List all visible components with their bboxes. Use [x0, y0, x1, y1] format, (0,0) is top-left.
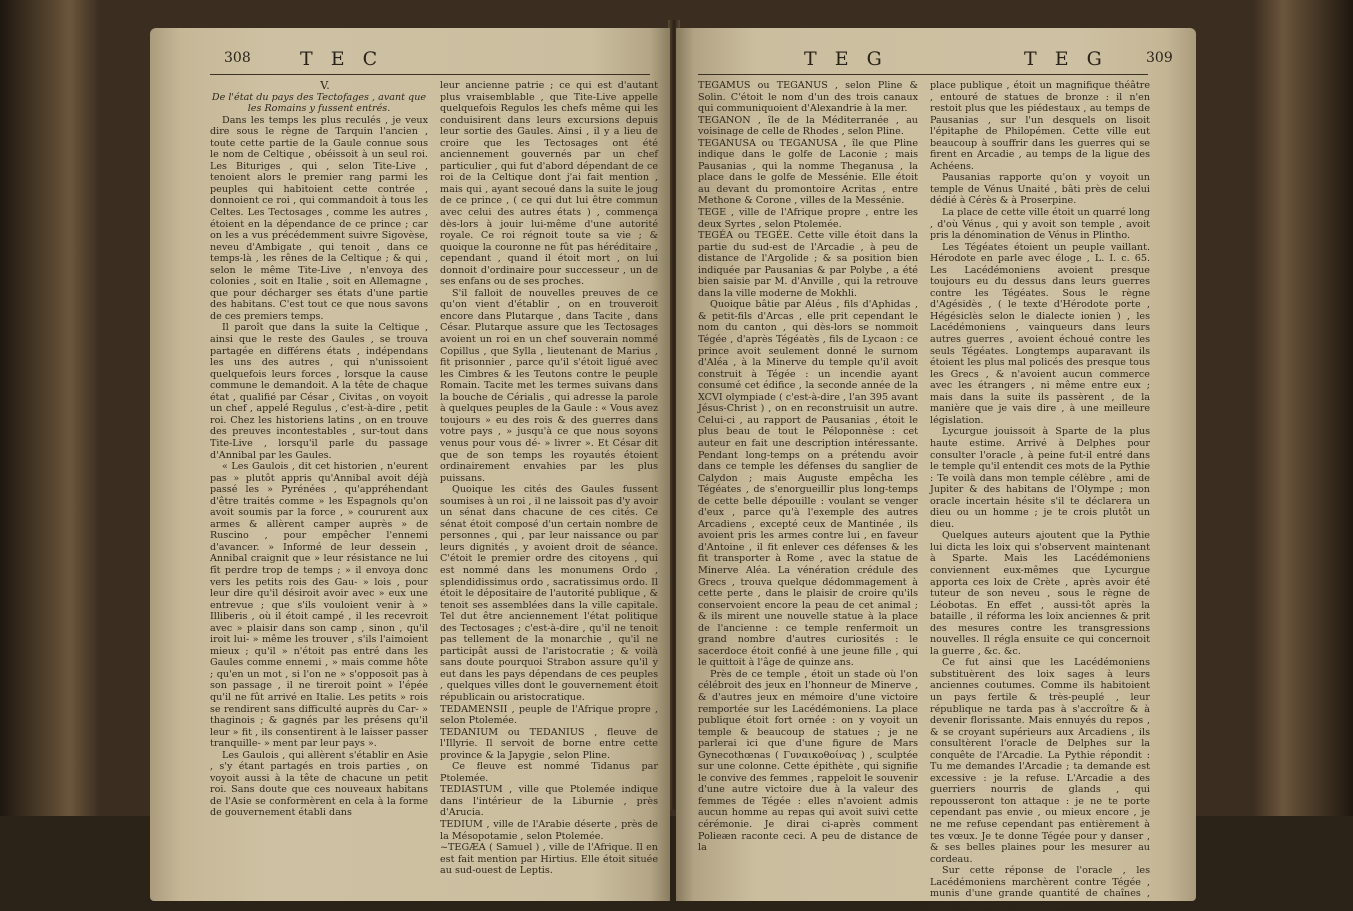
right-page-number: 309 — [1146, 50, 1173, 66]
body-paragraph: Près de ce temple , étoit un stade où l'on célébroit des jeux en l'honneur de Minerve , & d'autres jeux en mémoire d'une victoire remportée sur les Lacédémoniens. La place publique étoit fort ornée : on y voyoit un temple & beaucoup de statues ; je ne parlerai ici que d'une figure de Mars Gynecothœnas ( Γυναικοθοίνας ) , sculptée sur une colonne. Cette épithète , qui signifie le convive des femmes , rappeloit le souvenir d'une autre victoire due à la valeur des femmes de Tégée : elles n'avoient admis aucun homme au repas qui avoit suivi cette cérémonie. Je dirai ci-après comment Polieæn raconte ceci. A peu de distance de la — [698, 668, 918, 854]
body-paragraph: Quoique bâtie par Aléus , fils d'Aphidas , & petit-fils d'Arcas , elle prit cependant le nom du canton , qui dès-lors se nommoit Tégée , d'après Tégéatès , fils de Lycaon : ce prince avoit seulement donné le surnom d'Aléa , à la Minerve du temple qu'il avoit construit à Tégée : un incendie ayant consumé cet édifice , la seconde année de la XCVI olympiade ( c'est-à-dire , l'an 395 avant Jésus-Christ ) , on en reconstruisit un autre. Celui-ci , au rapport de Pausanias , étoit le plus beau de tout le Péloponnèse : cet auteur en fait une description intéressante. Pendant long-temps on a prétendu avoir dans ce temple les défenses du sanglier de Calydon ; mais Auguste empêcha les Tégéates , de s'enorgueillir plus long-temps de cette belle dépouille : voulant se venger d'eux , parce qu'à l'exemple des autres Arcadiens , excepté ceux de Mantinée , ils avoient pris les armes contre lui , en faveur d'Antoine , il fit enlever ces défenses & les fit transporter à Rome , avec la statue de Minerve Aléa. La vénération crédule des Grecs , trouva quelque dédommagement à cette perte , dans le plaisir de croire qu'ils conservoient encore la peau de cet animal ; & ils mirent une nouvelle statue à la place de l'ancienne : ce temple renfermoit un grand nombre d'autres curiosités : le sacerdoce étoit confié à une jeune fille , qui le quittoit à l'âge de quinze ans. — [698, 299, 918, 669]
section-subtitle: De l'état du pays des Tectofages , avant que les Romains y fussent entrés. — [211, 91, 427, 115]
body-paragraph: S'il falloit de nouvelles preuves de ce qu'on vient d'établir , on en trouveroit encore dans Plutarque , dans Tacite , dans César. Plutarque assure que les Tectosages avoient un roi en un chef souverain nommé Copillus , que Sylla , lieutenant de Marius , fit prisonnier , parce qu'il s'étoit ligué avec les Cimbres & les Teutons contre le peuple Romain. Tacite met les termes suivans dans la bouche de Cérialis , qui adresse la parole à quelques peuples de la Gaule : « Vous avez toujours » eu des rois & des guerres dans votre pays , » jusqu'à ce que nous soyons venus pour vous dé- » livrer ». Et César dit que de son temps les royautés étoient ordinairement envahies par les plus puissans. — [440, 287, 658, 484]
body-paragraph: Les Tégéates étoient un peuple vaillant. Hérodote en parle avec éloge , L. I. c. 65. Les Lacédémoniens avoient presque toujours eu du dessus dans leurs guerres contre les Tégéates. Sous le règne d'Agésidès , ( le texte d'Hérodote porte , Hégésiclès selon le dialecte ionien ) , les Lacédémoniens , vainqueurs dans leurs autres guerres , avoient échoué contre les seuls Tégéates. Longtemps auparavant ils étoient les plus mal policés des presque tous les Grecs , & n'avoient aucun commerce avec les étrangers , ni même entre eux ; mais dans la suite ils passèrent , de la manière que je vais dire , à une meilleure législation. — [930, 241, 1150, 426]
entry-paragraph: TEGANON , île de la Méditerranée , au voisinage de celle de Rhodes , selon Pline. — [698, 114, 918, 138]
body-paragraph: Lycurgue jouissoit à Sparte de la plus haute estime. Arrivé à Delphes pour consulter l'oracle , à peine fut-il entré dans le temple qu'il entendit ces mots de la Pythie : Te voilà dans mon temple célèbre , ami de Jupiter & des habitans de l'Olympe ; mon oracle incertain hésite s'il te déclarera un dieu ou un homme ; je te crois plutôt un dieu. — [930, 426, 1150, 530]
left-page-number: 308 — [224, 50, 251, 66]
right-header-rule — [698, 74, 1148, 75]
right-running-head-left: T E G — [804, 48, 888, 70]
left-header-rule — [210, 74, 650, 75]
body-paragraph: Ce fleuve est nommé Tidanus par Ptolemée. — [440, 761, 658, 784]
body-paragraph: Dans les temps les plus reculés , je veux dire sous le règne de Tarquin l'ancien , toute cette partie de la Gaule connue sous le nom de Celtique , obéissoit à un seul roi. Les Bituriges , qui , selon Tite-Live , tenoient alors le premier rang parmi les peuples qui habitoient cette contrée , donnoient ce roi , qui commandoit à tous les Celtes. Les Tectosages , comme les autres , étoient en la dépendance de ce prince ; car on les a vus précédemment suivre Sigovèse, neveu d'Ambigate , qui tenoit , dans ce temps-là , les rênes de la Celtique ; & qui , selon le même Tite-Live , n'envoya des colonies , soit en Italie , soit en Allemagne , que pour décharger ses états d'une partie des habitans. C'est tout ce que nous savons de ces premiers temps. — [210, 114, 428, 322]
entry-paragraph: TEDANIUM ou TEDANIUS , fleuve de l'Illyrie. Il servoit de borne entre cette province & la Japygie , selon Pline. — [440, 726, 658, 761]
entry-paragraph: TEGE , ville de l'Afrique propre , entre les deux Syrtes , selon Ptolemée. — [698, 207, 918, 230]
right-column-1 — [698, 80, 918, 854]
right-column-2 — [930, 80, 1150, 911]
body-paragraph: Pausanias rapporte qu'on y voyoit un temple de Vénus Unaité , bâti près de celui dédié à Cérès & à Proserpine. — [930, 172, 1150, 207]
body-paragraph: Quelques auteurs ajoutent que la Pythie lui dicta les loix qui s'observent maintenant à Sparte. Mais les Lacédémoniens conviennent eux-mêmes que Lycurgue apporta ces loix de Crète , après avoir été tuteur de son neveu , sous le règne de Léobotas. En effet , aussi-tôt après la bataille , il réforma les loix anciennes & prit des mesures contre les transgressions nouvelles. Il régla ensuite ce qui concernoit la guerre , &c. &c. — [930, 530, 1150, 657]
entry-paragraph: TEGÉA ou TEGÉE. Cette ville étoit dans la partie du sud-est de l'Arcadie , à peu de distance de l'Argolide ; & sa position bien indiquée par Pausanias & par Polybe , a été bien saisie par M. d'Anville , qui la retrouve dans la ville moderne de Mokhli. — [698, 230, 918, 299]
body-paragraph: Ce fut ainsi que les Lacédémoniens substituèrent des loix sages à leurs anciennes coutumes. Comme ils habitoient un pays fertile & très-peuplé , leur république ne tarda pas à s'accroître & à devenir florissante. Mais ennuyés du repos , & se croyant supérieurs aux Arcadiens , ils consultèrent l'oracle de Delphes sur la conquête de l'Arcadie. La Pythie répondit : Tu me demandes l'Arcadie ; ta demande est excessive : je la refuse. L'Arcadie a des guerriers nourris de glands , qui repousseront ton attaque : je ne te porte cependant pas envie , ou mieux encore , je ne me refuse cependant pas entièrement à tes vœux. Je te donne Tégée pour y danser , & ses belles plaines pour les mesurer au cordeau. — [930, 657, 1150, 865]
body-paragraph: « Les Gaulois , dit cet historien , n'eurent pas » plutôt appris qu'Annibal avoit déjà passé les » Pyrénées , qu'appréhendant d'être traités comme » les Espagnols qu'on avoit soumis par la force , » coururent aux armes & allèrent camper auprès » de Ruscino , pour empêcher l'ennemi d'avancer. » Informé de leur dessein , Annibal craignit que » leur résistance ne lui fît perdre trop de temps ; » il envoya donc vers les petits rois des Gau- » lois , pour leur dire qu'il désiroit avoir avec » eux une entrevue ; que s'ils vouloient venir à » Illiberis , où il étoit campé , il les recevroit avec » plaisir dans son camp , sinon , qu'il iroit lui- » même les trouver , s'ils l'aimoient mieux ; qu'il » n'étoit pas entré dans les Gaules comme ennemi , » mais comme hôte ; qu'en un mot , si l'on ne » s'opposoit pas à son passage , il ne tireroit point » l'épée qu'il ne fût arrivé en Italie. Les petits » rois se rendirent sans difficulté auprès du Car- » thaginois ; & gagnés par les présens qu'il leur » fit , ils consentirent à le laisser passer tranquille- » ment par leur pays ». — [210, 461, 428, 750]
right-page — [676, 28, 1196, 911]
left-column-1 — [210, 80, 428, 820]
section-heading: V. — [320, 79, 330, 92]
entry-paragraph: TEDIUM , ville de l'Arabie déserte , près de la Mésopotamie , selon Ptolemée. — [440, 819, 658, 842]
body-paragraph: Quoique les cités des Gaules fussent soumises à un roi , il ne laissoit pas d'y avoir un sénat dans chacune de ces cités. Ce sénat étoit composé d'un certain nombre de personnes , qui , par leur naissance ou par leurs dignités , y avoient droit de séance. C'étoit le premier ordre des citoyens , qui est nommé dans les monumens Ordo , splendidissimus ordo , sacratissimus ordo. Il étoit le dépositaire de l'autorité publique , & tenoit ses assemblées dans la ville capitale. Tel dut être anciennement l'état politique des Tectosages ; c'est-à-dire , qu'il ne tenoit pas tellement de la monarchie , qu'il ne participât aussi de l'aristocratie ; & voilà sans doute pourquoi Strabon assure qu'il y eut dans les pays dépendans de ces peuples , quelques villes dont le gouvernement étoit républicain ou aristocratique. — [440, 484, 658, 703]
entry-paragraph: TEGANUSA ou TEGANUSA , île que Pline indique dans le golfe de Laconie ; mais Pausanias , qui la nomme Theganusa , la place dans le golfe de Messénie. Elle étoit au devant du promontoire Acritas , entre Methone & Corone , villes de la Messénie. — [698, 137, 918, 207]
left-page — [150, 28, 670, 901]
body-paragraph: La place de cette ville étoit un quarré long , d'où Vénus , qui y avoit son temple , avoit pris la dénomination de Vénus in Plintho. — [930, 207, 1150, 242]
right-running-head-right: T E G — [1024, 48, 1108, 70]
body-paragraph: Les Gaulois , qui allèrent s'établir en Asie , s'y étant partagés en trois parties , on voyoit aussi à la tête de chacune un petit roi. Sans doute que ces nouveaux habitans de l'Asie se conformèrent en cela à la forme de gouvernement établi dans — [210, 749, 428, 819]
entry-paragraph: ~TEGÆA ( Samuel ) , ville de l'Afrique. Il en est fait mention par Hirtius. Elle étoit située au sud-ouest de Leptis. — [440, 842, 658, 877]
left-column-2 — [440, 80, 658, 877]
entry-paragraph: TEDIASTUM , ville que Ptolemée indique dans l'intérieur de la Liburnie , près d'Arucia. — [440, 784, 658, 819]
entry-paragraph: leur ancienne patrie ; ce qui est d'autant plus vraisemblable , que Tite-Live appelle quelquefois Regulos les chefs même qui les conduisirent dans leurs excursions depuis leur sortie des Gaules. Ainsi , il y a lieu de croire que les Tectosages ont été anciennement gouvernés par un chef particulier , qui fut d'abord dépendant de ce roi de la Celtique dont j'ai fait mention , mais qui , ayant secoué dans la suite le joug de ce prince , ( ce qui dut lui être commun avec celui des autres états ) , commença dès-lors à jouir lui-même d'une autorité royale. Ce roi régnoit toute sa vie ; & quoique la couronne ne fût pas héréditaire , cependant , quand il étoit mort , on lui donnoit d'ordinaire pour successeur , un de ses enfans ou de ses proches. — [440, 80, 658, 288]
entry-paragraph: TEDAMENSII , peuple de l'Afrique propre , selon Ptolemée. — [440, 703, 658, 727]
body-paragraph: Il paroît que dans la suite la Celtique , ainsi que le reste des Gaules , se trouva partagée en différens états , indépendans les uns des autres , qui n'unissoient quelquefois leurs forces , lorsque la cause commune le demandoit. A la tête de chaque état , qualifié par César , Civitas , on voyoit un chef , appelé Regulus , c'est-à-dire , petit roi. Chez les historiens latins , on en trouve des preuves incontestables , sur-tout dans Tite-Live , lorsqu'il parle du passage d'Annibal par les Gaules. — [210, 322, 428, 461]
body-paragraph: Sur cette réponse de l'oracle , les Lacédémoniens marchèrent contre Tégée , munis d'une grande quantité de chaînes , qu'ils destinoient aux prison- — [930, 865, 1150, 911]
entry-paragraph: TEGAMUS ou TEGANUS , selon Pline & Solin. C'étoit le nom d'un des trois canaux qui communiquoient d'Alexandrie à la mer. — [698, 80, 918, 115]
entry-paragraph: place publique , étoit un magnifique théâtre , entouré de statues de bronze : il n'en restoit plus que les piédestaux , au temps de Pausanias , sur l'un desquels on lisoit l'épitaphe de Philopémen. Cette ville eut beaucoup à souffrir dans les guerres qui se firent en Arcadie , au temps de la ligue des Achéens. — [930, 80, 1150, 172]
left-running-head: T E C — [300, 48, 384, 70]
